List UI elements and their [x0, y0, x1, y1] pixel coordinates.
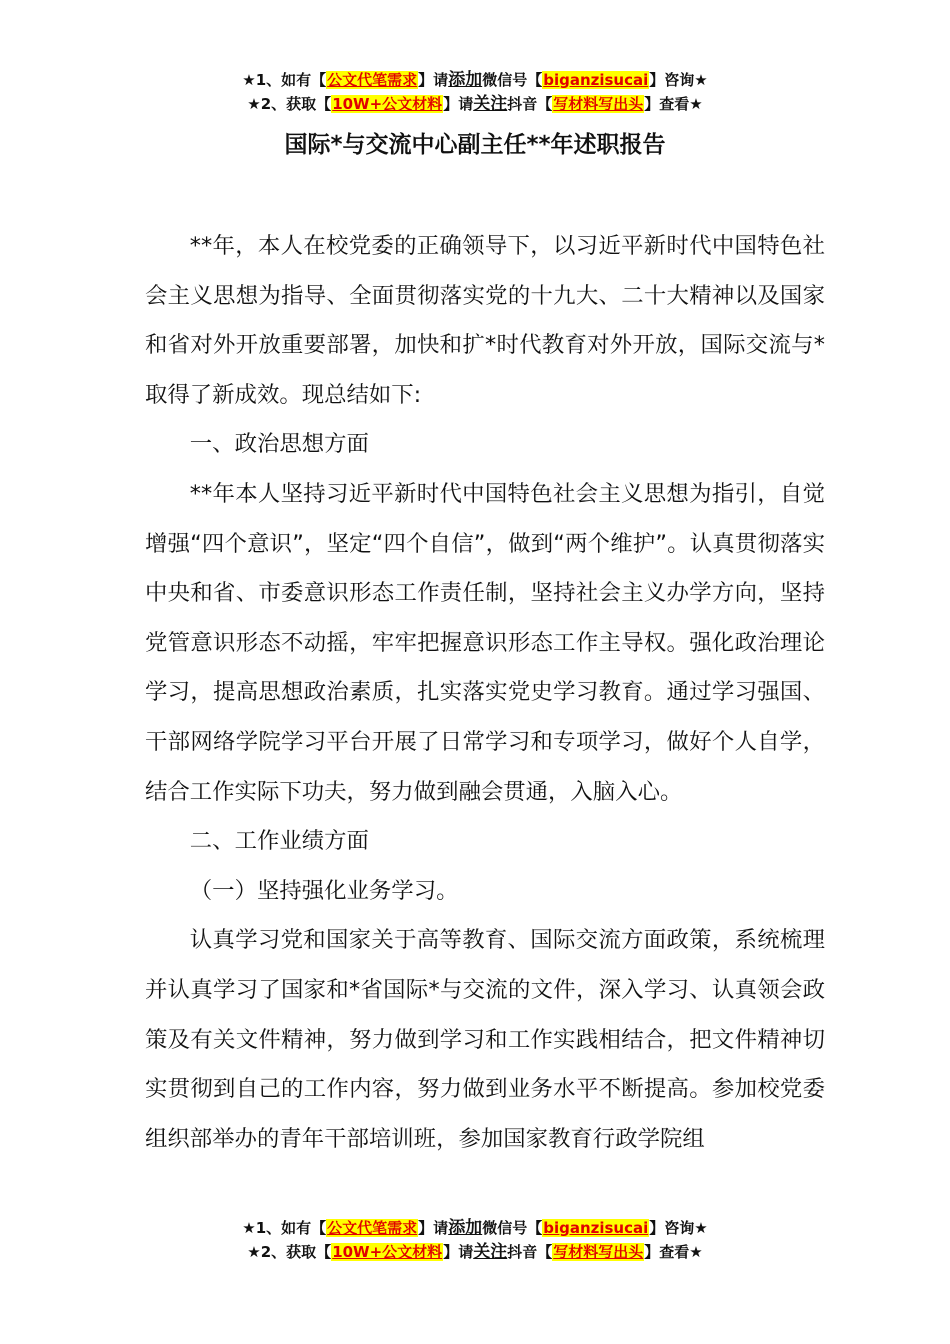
section-heading: 二、工作业绩方面	[189, 828, 369, 855]
paragraph: **年本人坚持习近平新时代中国特色社会主义思想为指引，自觉增强“四个意识”，坚定“四个自信”，做到“两个维护”。认真贯彻落实中央和省、市委意识形态工作责任制，坚持社会主义办学方向，坚持党管意识形态不动摇，牢牢把握意识形态工作主导权。强化政治理论学习，提高思想政治素质，扎实落实党史学习教育。通过学习强国、干部网络学院学习平台开展了日常学习和专项学习，做好个人自学，结合工作实际下功夫，努力做到融会贯通，入脑入心。	[145, 480, 825, 805]
footer-banner	[0, 1216, 950, 1264]
document-title: 国际*与交流中心副主任**年述职报告	[284, 132, 666, 158]
banner-highlight: biganzisucai	[543, 71, 649, 89]
banner-highlight: 公文代笔需求	[327, 71, 418, 89]
banner-line-1: ★1、如有【公文代笔需求】请添加微信号【biganzisucai】咨询★	[242, 70, 708, 90]
header-banner	[0, 68, 950, 116]
banner-highlight: 公文代笔需求	[327, 1219, 418, 1237]
banner-highlight: 写材料写出头	[553, 95, 644, 113]
banner-highlight: 写材料写出头	[553, 1243, 644, 1261]
section-heading: 一、政治思想方面	[189, 431, 369, 458]
subsection-heading: （一）坚持强化业务学习。	[189, 877, 459, 904]
banner-highlight: biganzisucai	[543, 1219, 649, 1237]
paragraph: 认真学习党和国家关于高等教育、国际交流方面政策，系统梳理并认真学习了国家和*省国际*与交流的文件，深入学习、认真领会政策及有关文件精神，努力做到学习和工作实践相结合，把文件精神切实贯彻到自己的工作内容，努力做到业务水平不断提高。参加校党委组织部举办的青年干部培训班，参加国家教育行政学院组	[145, 927, 825, 1152]
banner-highlight: 10W+公文材料	[332, 1243, 443, 1261]
banner-highlight: 10W+公文材料	[332, 95, 443, 113]
banner-line-1: ★1、如有【公文代笔需求】请添加微信号【biganzisucai】咨询★	[242, 1218, 708, 1238]
document-body	[145, 222, 825, 1212]
banner-line-2: ★2、获取【10W+公文材料】请关注抖音【写材料写出头】查看★	[247, 1242, 703, 1262]
banner-line-2: ★2、获取【10W+公文材料】请关注抖音【写材料写出头】查看★	[247, 94, 703, 114]
paragraph: **年，本人在校党委的正确领导下，以习近平新时代中国特色社会主义思想为指导、全面贯彻落实党的十九大、二十大精神以及国家和省对外开放重要部署，加快和扩*时代教育对外开放，国际交流与*取得了新成效。现总结如下:	[145, 233, 825, 408]
